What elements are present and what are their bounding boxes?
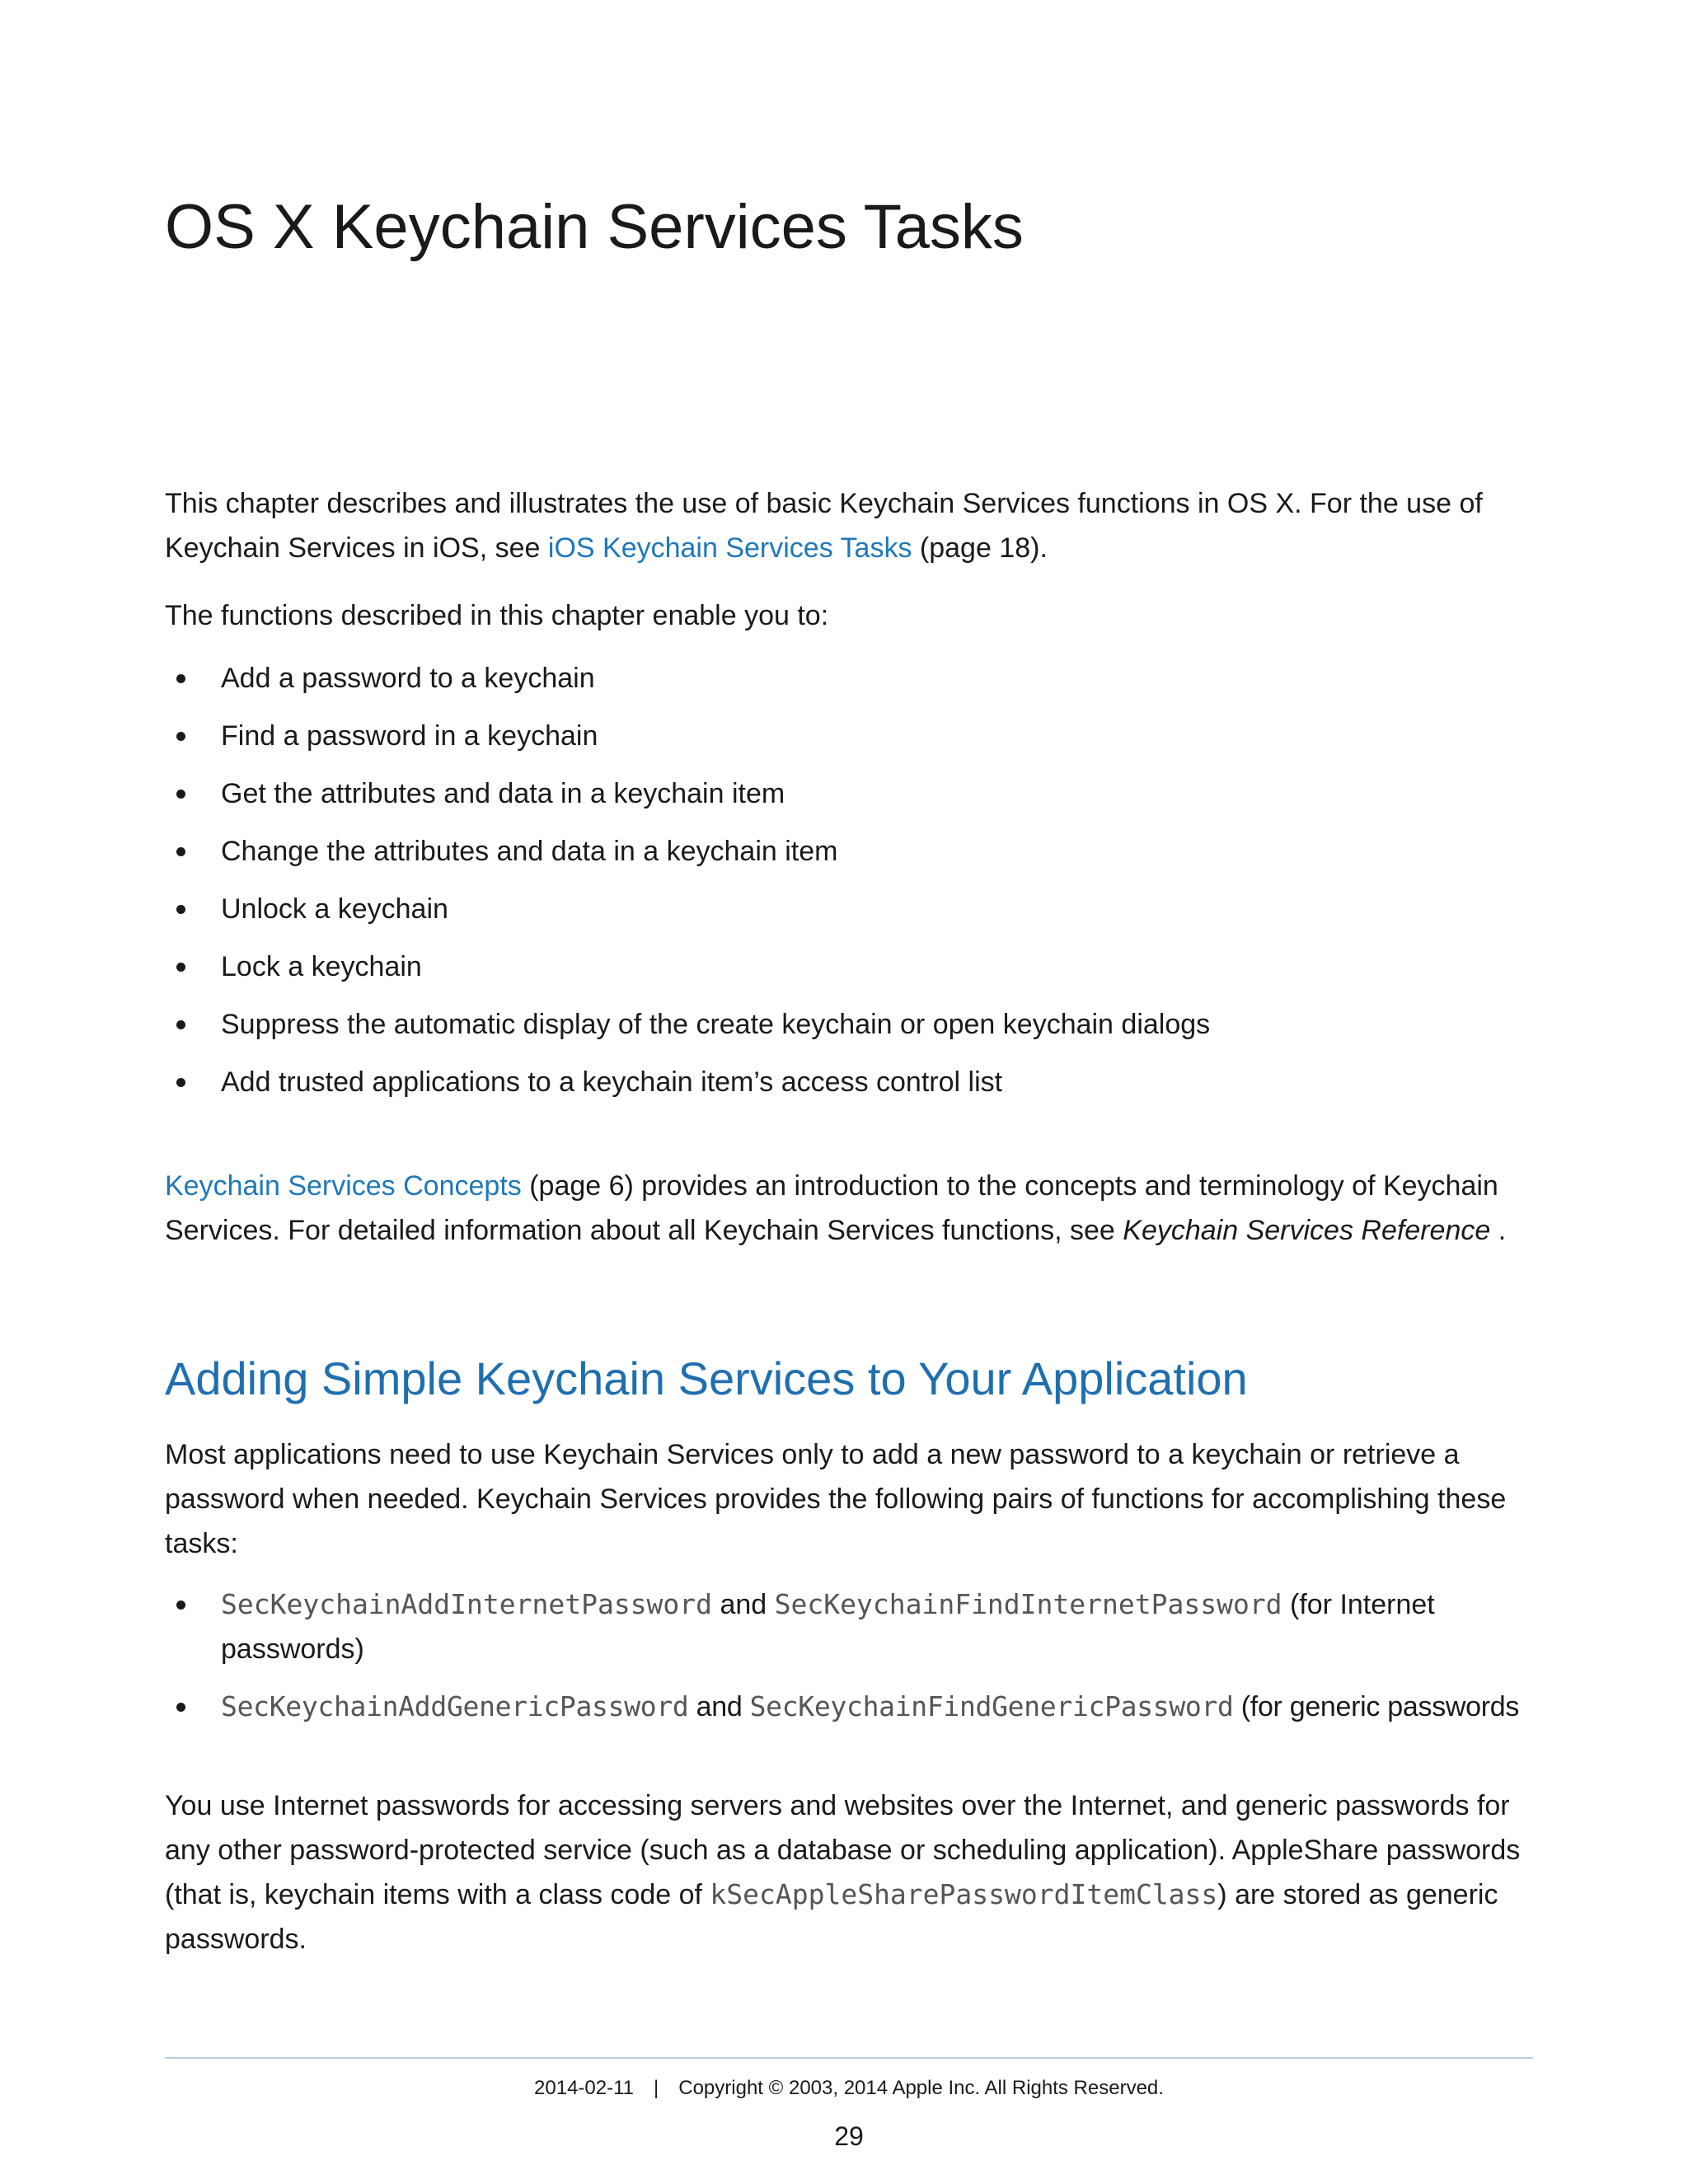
usage-paragraph	[165, 1783, 1533, 1961]
list-item	[165, 944, 1533, 1002]
bullet-icon	[176, 674, 185, 683]
concepts-text: (page 6) provides an introduction to the concepts and terminology of Keychain Services. For detailed information about all Keychain Services functions, see	[165, 1170, 1498, 1246]
bullet-icon	[176, 1078, 185, 1087]
list-item-text: Add a password to a keychain	[221, 663, 595, 694]
keychain-concepts-link[interactable]: Keychain Services Concepts	[165, 1170, 522, 1202]
bullet-icon	[176, 790, 185, 799]
usage-text: You use Internet passwords for accessing servers and websites over the Internet, and generic passwords for any other password-protected service (such as a database or scheduling application). AppleShare passwords (that is, keychain items with a class code of	[165, 1790, 1521, 1910]
footer-separator: |	[654, 2077, 659, 2099]
list-item	[165, 829, 1533, 887]
intro-paragraph	[165, 481, 1533, 570]
function-note: (for Internet passwords)	[221, 1589, 1435, 1665]
chapter-title: OS X Keychain Services Tasks	[165, 192, 1024, 262]
list-item	[165, 714, 1533, 771]
list-item-text: Get the attributes and data in a keychain item	[221, 778, 785, 809]
list-item-text: Unlock a keychain	[221, 893, 448, 925]
list-item	[165, 887, 1533, 944]
joiner-text: and	[688, 1691, 750, 1722]
list-item-text: Add trusted applications to a keychain item’s access control list	[221, 1066, 1003, 1098]
page-number: 29	[834, 2121, 864, 2151]
concepts-paragraph	[165, 1164, 1533, 1253]
usage-text-end: ) are stored as generic passwords.	[165, 1879, 1498, 1955]
list-item-text: Change the attributes and data in a keychain item	[221, 836, 838, 867]
concepts-text-end: .	[1490, 1215, 1507, 1246]
joiner-text: and	[712, 1589, 775, 1620]
list-item	[165, 1002, 1533, 1060]
footer	[165, 2077, 1533, 2100]
bullet-icon	[176, 905, 185, 914]
list-item	[165, 656, 1533, 714]
list-item	[165, 1060, 1533, 1118]
bullet-icon	[176, 847, 185, 856]
footer-divider	[165, 2057, 1533, 2059]
bullet-icon	[176, 732, 185, 741]
bullet-icon	[176, 1020, 185, 1029]
section-heading: Adding Simple Keychain Services to Your Application	[165, 1352, 1248, 1404]
reference-title: Keychain Services Reference	[1123, 1215, 1491, 1246]
footer-date: 2014-02-11	[534, 2077, 635, 2099]
footer-copyright: Copyright © 2003, 2014 Apple Inc. All Rights Reserved.	[678, 2077, 1164, 2099]
intro-text-end: (page 18).	[912, 532, 1048, 564]
function-name: SecKeychainFindGenericPassword	[749, 1690, 1234, 1722]
ios-keychain-tasks-link[interactable]: iOS Keychain Services Tasks	[547, 532, 912, 564]
list-item-text: Find a password in a keychain	[221, 720, 598, 752]
intro-text-start: This chapter describes and illustrates the use of basic Keychain Services functions in OS X. For the use of Keychain Services in iOS, see	[165, 488, 1483, 564]
function-name: SecKeychainAddInternetPassword	[221, 1588, 713, 1620]
list-item	[165, 1685, 1533, 1729]
list-item-text: Suppress the automatic display of the create keychain or open keychain dialogs	[221, 1009, 1211, 1040]
function-note: (for generic passwords	[1233, 1691, 1520, 1722]
section-intro-paragraph: Most applications need to use Keychain Services only to add a new password to a keychain or retrieve a password when needed. Keychain Services provides the following pairs of functions for accomplishing these tasks:	[165, 1439, 1507, 1559]
bullet-icon	[176, 1601, 185, 1610]
list-item-text: Lock a keychain	[221, 951, 422, 982]
function-name: SecKeychainFindInternetPassword	[774, 1588, 1282, 1620]
capabilities-lead: The functions described in this chapter enable you to:	[165, 600, 829, 631]
function-name: SecKeychainAddGenericPassword	[221, 1690, 689, 1722]
bullet-icon	[176, 1703, 185, 1712]
bullet-icon	[176, 963, 185, 972]
class-code-constant: kSecAppleSharePasswordItemClass	[710, 1878, 1218, 1910]
function-pairs-list	[165, 1582, 1533, 1742]
list-item	[165, 771, 1533, 829]
list-item	[165, 1582, 1533, 1671]
capabilities-list	[165, 656, 1533, 1118]
